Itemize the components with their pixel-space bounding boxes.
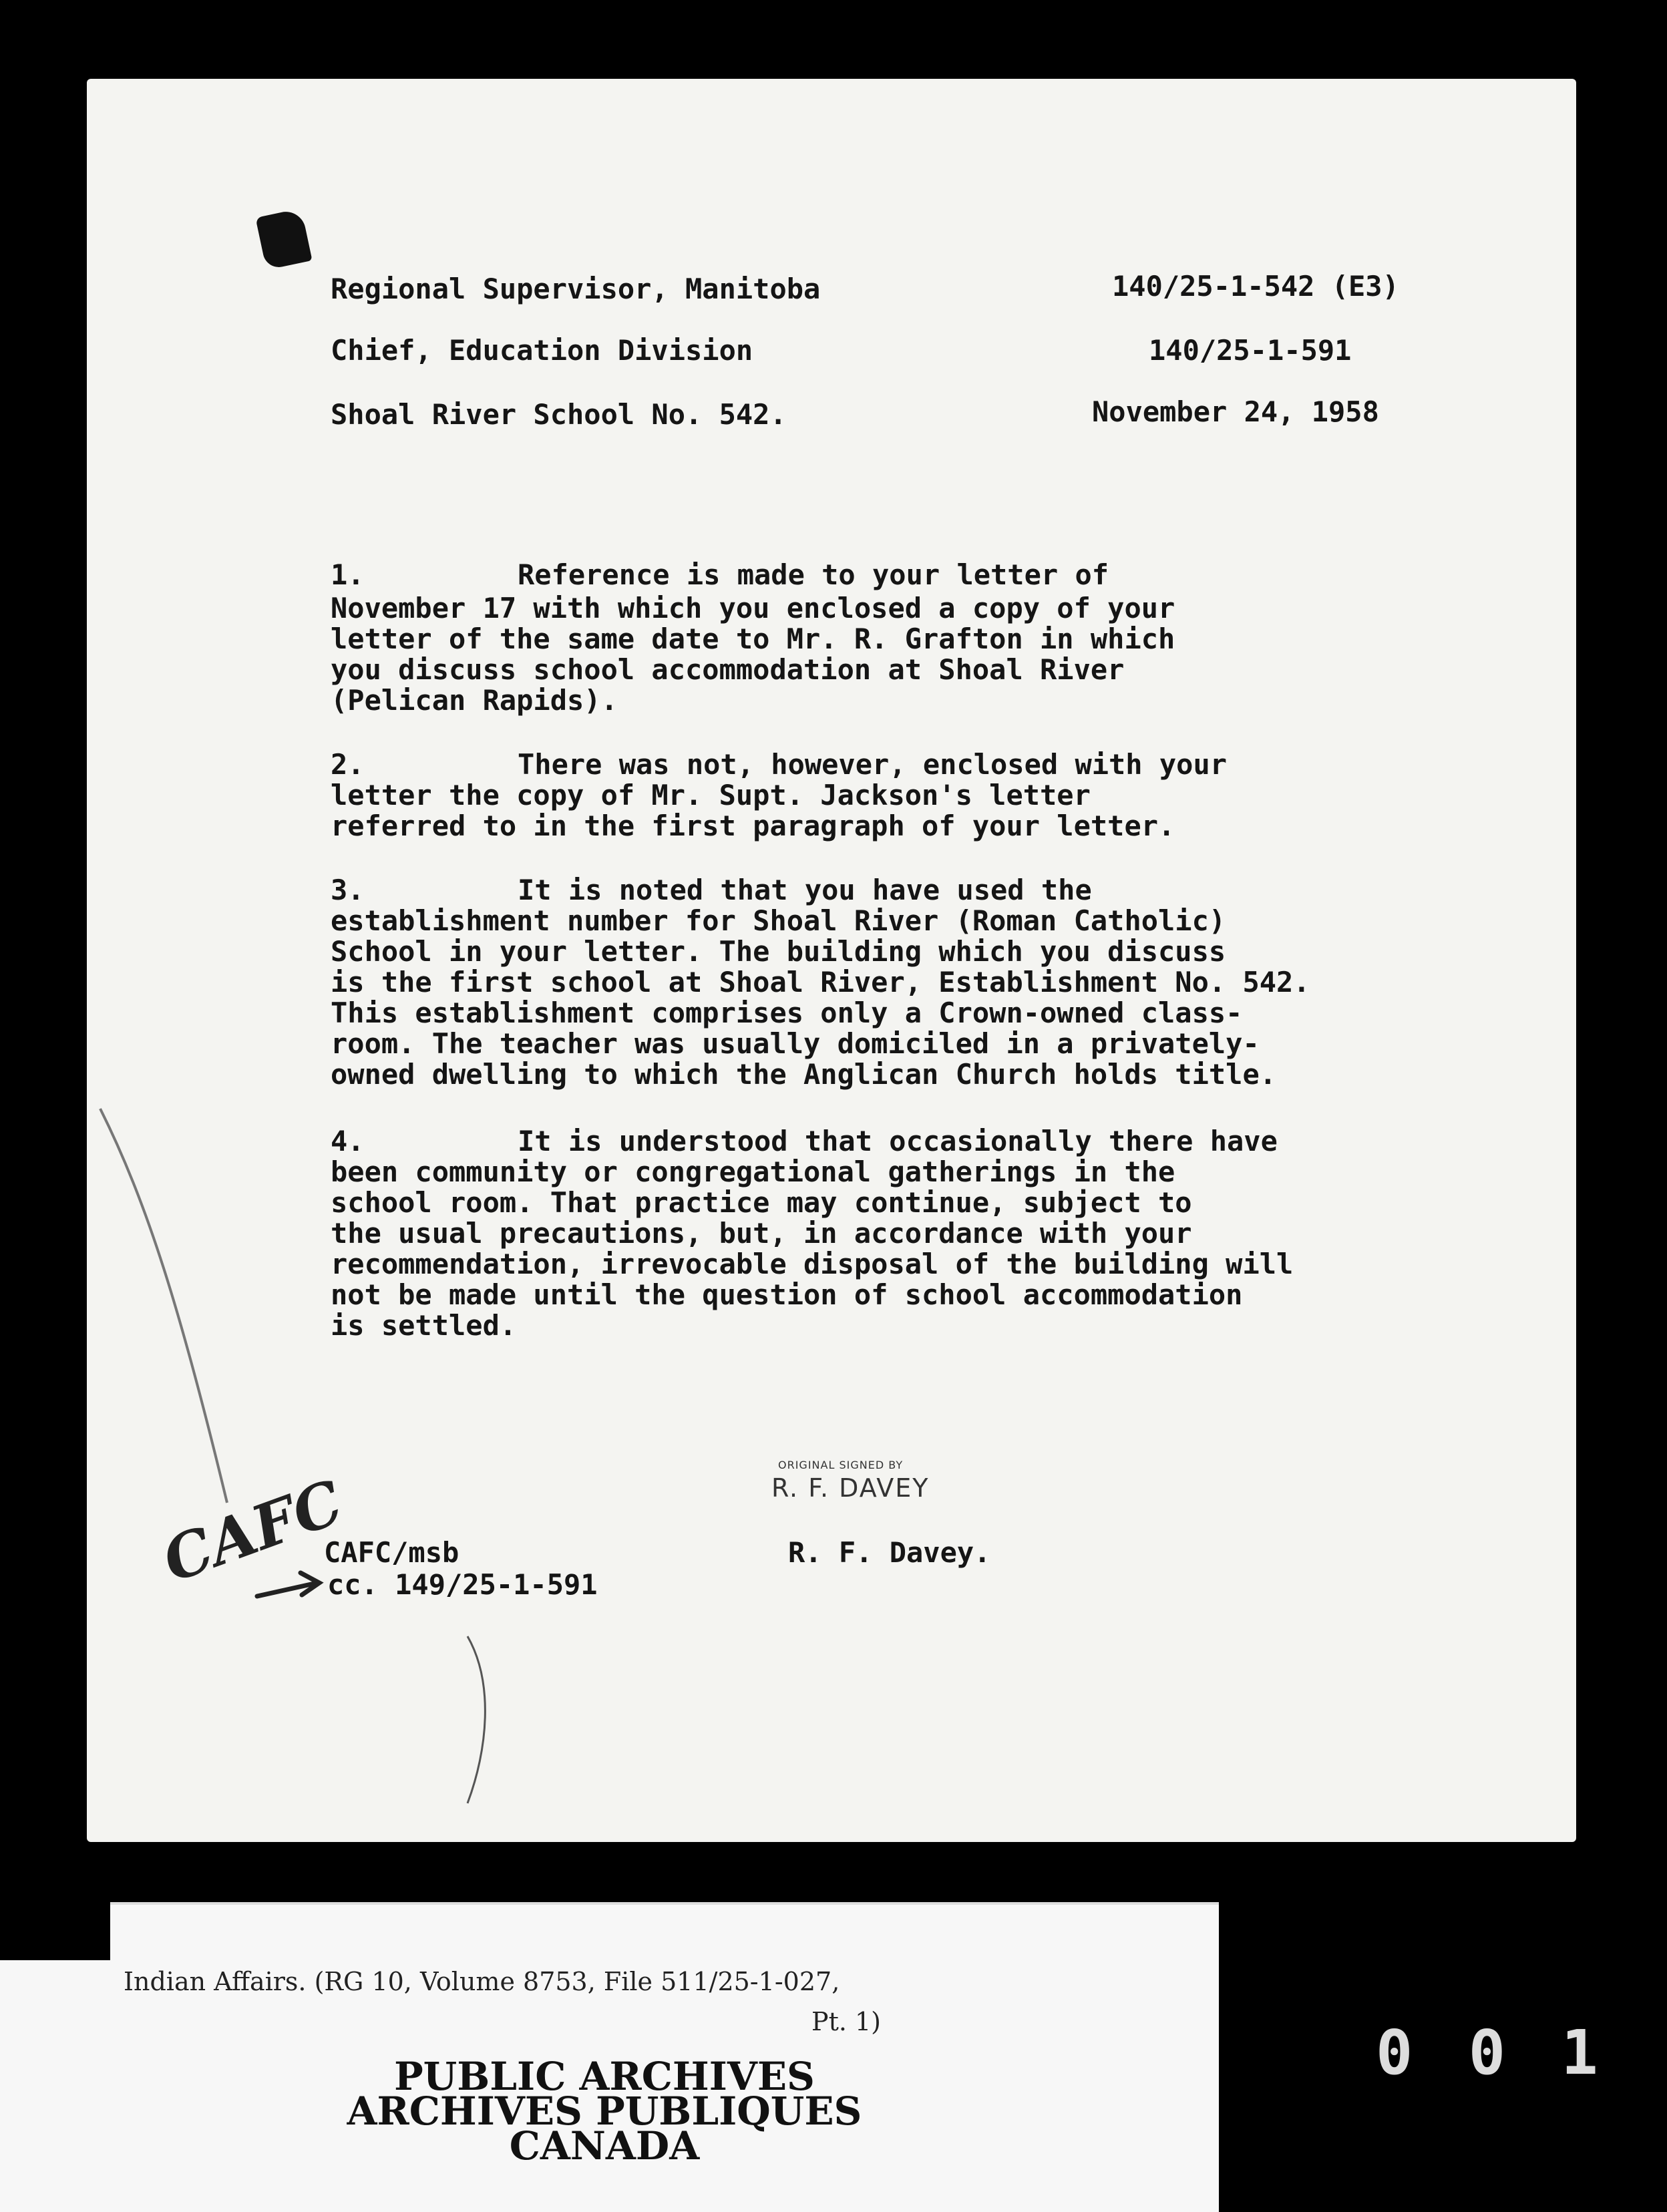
file-reference-2: 140/25-1-591 xyxy=(1149,334,1352,367)
arrow-icon xyxy=(254,1563,334,1616)
archive-country: CANADA xyxy=(509,2123,700,2169)
paragraph-line: school room. That practice may continue, subject to xyxy=(331,1186,1192,1219)
paragraph-line: is settled. xyxy=(331,1309,517,1342)
archive-reference-line-2: Pt. 1) xyxy=(811,2007,881,2036)
paragraph-line: not be made until the question of school accommodation xyxy=(331,1278,1243,1311)
typist-initials: CAFC/msb xyxy=(324,1536,459,1569)
signature-stamp-name: R. F. DAVEY xyxy=(771,1473,930,1503)
paragraph-number: 2. xyxy=(331,748,365,781)
paragraph-line: been community or congregational gatherings in the xyxy=(331,1155,1175,1188)
paragraph-line: It is understood that occasionally there have xyxy=(518,1125,1278,1157)
paragraph-number: 1. xyxy=(331,558,365,591)
paragraph-line: recommendation, irrevocable disposal of the building will xyxy=(331,1248,1294,1280)
paragraph-line: the usual precautions, but, in accordance with your xyxy=(331,1217,1192,1250)
paragraph-line: Reference is made to your letter of xyxy=(518,558,1109,591)
paragraph-line: referred to in the first paragraph of your letter. xyxy=(331,809,1175,842)
paragraph-line: School in your letter. The building which you discuss xyxy=(331,935,1226,968)
paragraph-line: owned dwelling to which the Anglican Church holds title. xyxy=(331,1058,1277,1091)
archive-name-english: PUBLIC ARCHIVES xyxy=(394,2054,815,2099)
paragraph-line: (Pelican Rapids). xyxy=(331,684,618,717)
paragraph-line: you discuss school accommodation at Shoal River xyxy=(331,653,1125,686)
carbon-copy: cc. 149/25-1-591 xyxy=(327,1568,598,1601)
typed-signature: R. F. Davey. xyxy=(788,1536,991,1569)
file-reference-1: 140/25-1-542 (E3) xyxy=(1112,270,1399,303)
paragraph-line: letter of the same date to Mr. R. Grafton in which xyxy=(331,622,1175,655)
signature-stamp-caption: ORIGINAL SIGNED BY xyxy=(778,1459,904,1471)
paragraph-line: is the first school at Shoal River, Establishment No. 542. xyxy=(331,966,1310,998)
memo-from: Chief, Education Division xyxy=(331,334,753,367)
memo-subject: Shoal River School No. 542. xyxy=(331,398,787,431)
paragraph-line: It is noted that you have used the xyxy=(518,874,1092,906)
microfilm-frame-number: 0 0 1 xyxy=(1376,2017,1608,2088)
paragraph-number: 4. xyxy=(331,1125,365,1157)
paragraph-line: This establishment comprises only a Crown-owned class- xyxy=(331,996,1243,1029)
paragraph-number: 3. xyxy=(331,874,365,906)
paragraph-line: There was not, however, enclosed with your xyxy=(518,748,1228,781)
paragraph-line: November 17 with which you enclosed a copy of your xyxy=(331,592,1175,624)
handwritten-initials: CAFC xyxy=(154,1466,352,1597)
memo-to: Regional Supervisor, Manitoba xyxy=(331,272,821,305)
paragraph-line: room. The teacher was usually domiciled in a privately- xyxy=(331,1027,1260,1060)
archive-name-french: ARCHIVES PUBLIQUES xyxy=(347,2088,862,2134)
paragraph-line: letter the copy of Mr. Supt. Jackson's letter xyxy=(331,779,1091,811)
paragraph-line: establishment number for Shoal River (Roman Catholic) xyxy=(331,904,1226,937)
archive-reference-line-1: Indian Affairs. (RG 10, Volume 8753, File 511/25-1-027, xyxy=(124,1967,840,1996)
memo-date: November 24, 1958 xyxy=(1092,395,1379,428)
